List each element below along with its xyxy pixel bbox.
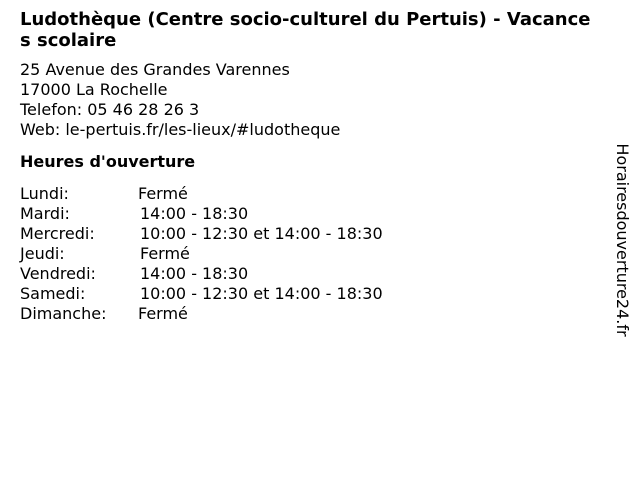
day-label: Jeudi: (20, 244, 65, 263)
time-value: 14:00 - 18:30 (140, 204, 249, 223)
hours-row-thursday (20, 244, 595, 264)
hours-row-friday (20, 264, 595, 284)
day-label: Lundi: (20, 184, 69, 203)
time-value: 10:00 - 12:30 et 14:00 - 18:30 (140, 284, 383, 303)
day-label: Samedi: (20, 284, 86, 303)
day-label: Mercredi: (20, 224, 95, 243)
time-value: Fermé (138, 184, 188, 203)
day-label: Dimanche: (20, 304, 107, 323)
hours-row-tuesday (20, 204, 595, 224)
hours-row-sunday (20, 304, 595, 324)
time-value: Fermé (140, 244, 190, 263)
place-title: Ludothèque (Centre socio-culturel du Pertuis) - Vacances scolaire (20, 9, 591, 51)
city-postcode: 17000 La Rochelle (20, 80, 168, 99)
hours-row-monday (20, 184, 595, 204)
hours-row-wednesday (20, 224, 595, 244)
time-value: Fermé (138, 304, 188, 323)
phone-number: Telefon: 05 46 28 26 3 (20, 100, 200, 119)
time-value: 10:00 - 12:30 et 14:00 - 18:30 (140, 224, 383, 243)
website-link[interactable]: Web: le-pertuis.fr/les-lieux/#ludotheque (20, 120, 341, 139)
listing-card (20, 9, 595, 324)
address-block (20, 60, 595, 140)
time-value: 14:00 - 18:30 (140, 264, 249, 283)
day-label: Vendredi: (20, 264, 96, 283)
street-address: 25 Avenue des Grandes Varennes (20, 60, 290, 79)
opening-hours-table (20, 184, 595, 324)
day-label: Mardi: (20, 204, 70, 223)
site-watermark: Horairesdouverture24.fr (613, 143, 632, 337)
opening-hours-heading: Heures d'ouverture (20, 152, 196, 171)
hours-row-saturday (20, 284, 595, 304)
